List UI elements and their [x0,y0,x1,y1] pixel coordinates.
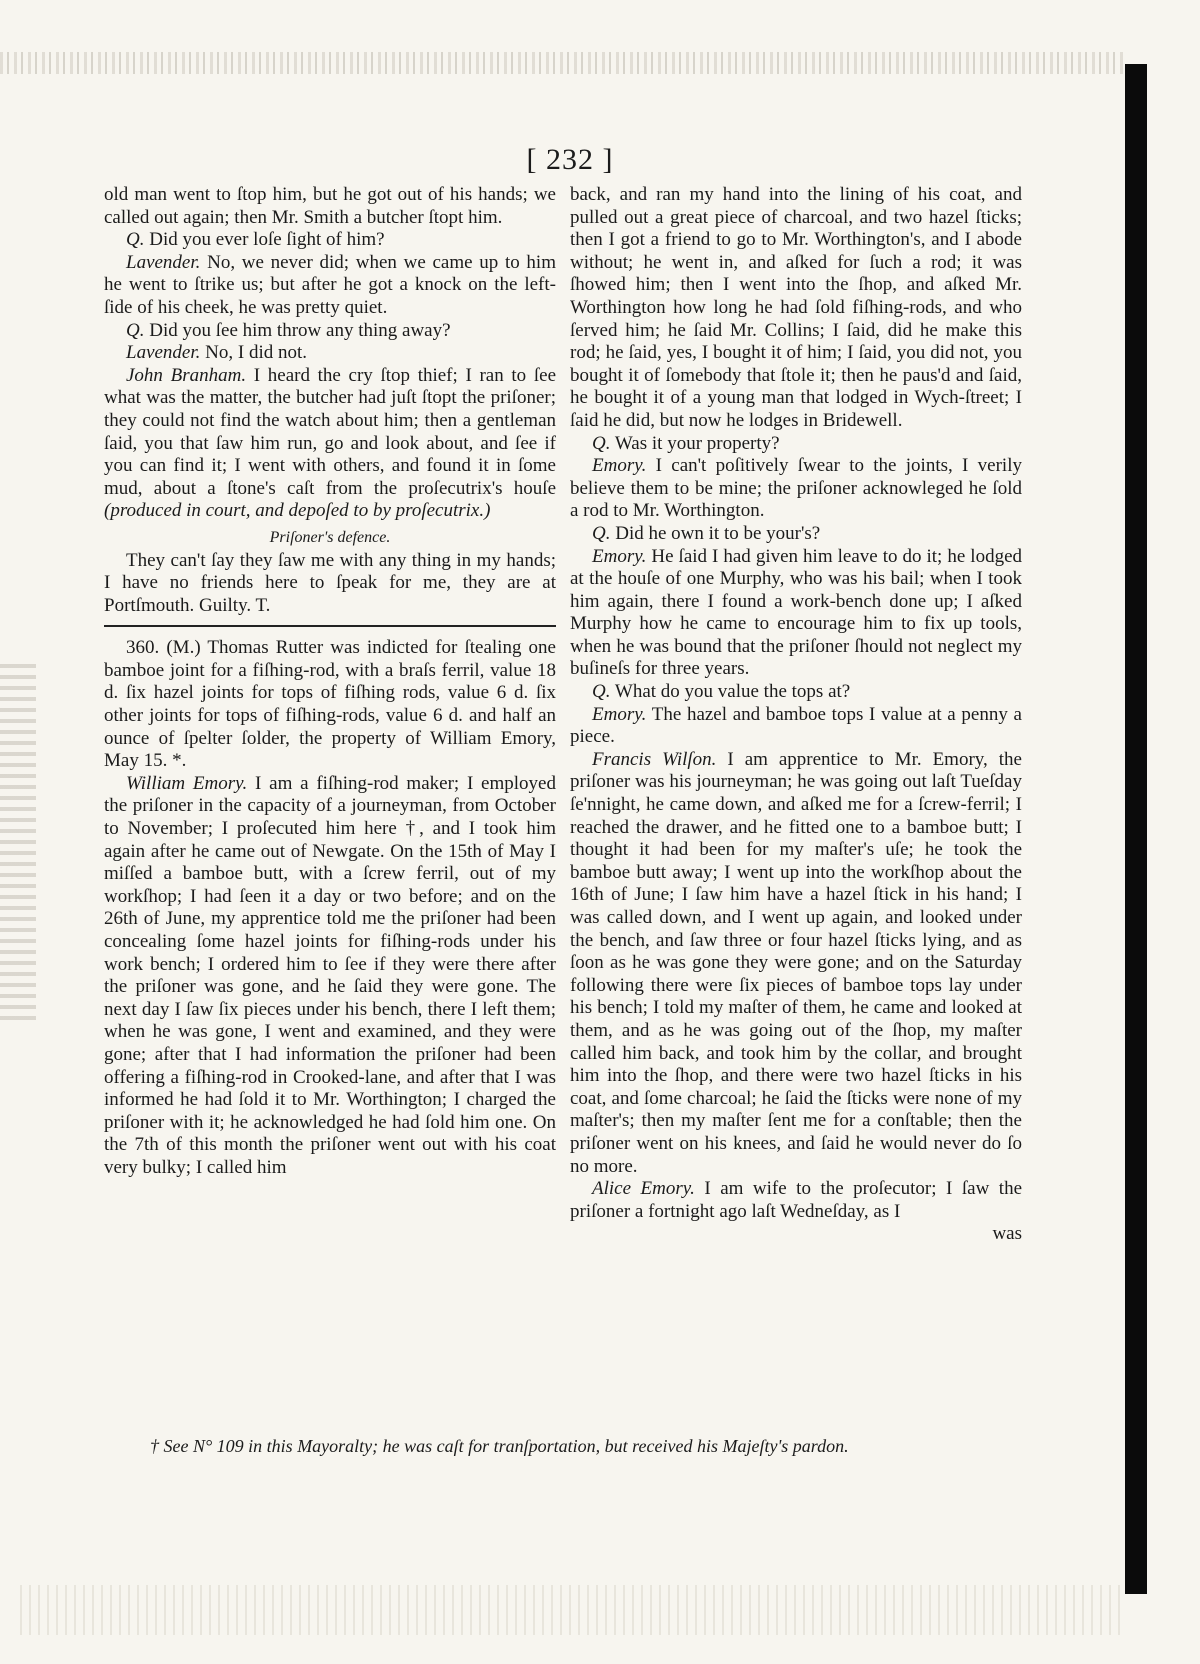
paragraph [104,365,556,523]
paragraph [104,550,556,618]
section-heading: Priſoner's defence. [269,528,391,546]
paragraph [570,455,1022,523]
paragraph-text: I am a fiſhing-rod maker; I employed the priſoner in the capacity of a journeyman, from October to November; I proſecuted him here †, and I took him again after he came out of Newgate. On the 15th of May I miſſed a bamboe butt, with a ſcrew ferril, out of my workſhop; I had ſeen it a day or two before; and on the 26th of June, my apprentice told me the priſoner had been concealing ſome hazel joints for fiſhing-rods under his work bench; I ordered him to ſee if they were there after the priſoner was gone, and he ſaid they were gone. The next day I ſaw ſix pieces under his bench, there I left them; when he was gone, I went and examined, and they were gone; after that I had information the priſoner had been offering a fiſhing-rod in Crooked-lane, and after that I was informed he had ſold it to Mr. Worthington; I charged the priſoner with it; he acknowledged he had ſold him one. On the 7th of this month the priſoner went out with his coat very bulky; I called him [104,772,556,1178]
paragraph-note: (produced in court, and depoſed to by proſecutrix.) [104,500,491,522]
paragraph [570,433,1022,456]
paragraph [104,342,556,365]
scan-noise-left [0,660,36,1020]
paragraph-text: He ſaid I had given him leave to do it; he lodged at the houſe of one Murphy, who was his bail; when I took him again, there I found a work-bench done up; I aſked Murphy how he came to encourage him to fix up tools, when he was bound that the priſoner ſhould not neglect my buſineſs for three years. [570,545,1022,680]
paragraph [104,184,556,229]
speaker-name: Q. [126,319,145,341]
paragraph [104,320,556,343]
speaker-name: Q. [592,522,611,544]
paragraph-text: back, and ran my hand into the lining of his coat, and pulled out a great piece of charcoal, and two hazel ſticks; then I got a friend to go to Mr. Worthington's, and I abode without; he went in, and aſked for ſuch a rod; it was ſhowed him; then I went into the ſhop, and aſked Mr. Worthington how long he had ſold fiſhing-rods, and who ſerved him; he ſaid Mr. Collins; I ſaid, did he make this rod; he ſaid, yes, I bought it of him; I ſaid, you did not, you bought it of ſomebody that ſtole it; then he paus'd and ſaid, he bought it of a young man that lodged in Wych-ſtreet; I ſaid he did, but now he lodges in Bridewell. [570,184,1022,431]
paragraph-text: The hazel and bamboe tops I value at a penny a piece. [570,703,1022,748]
paragraph-text: I can't poſitively ſwear to the joints, I verily believe them to be mine; the priſoner acknowleged he ſold a rod to Mr. Worthington. [570,455,1022,522]
paragraph-text: old man went to ſtop him, but he got out of his hands; we called out again; then Mr. Smith a butcher ſtopt him. [104,184,556,228]
paragraph-text: No, we never did; when we came up to him he went to ſtrike us; but after he got a knock on the left-ſide of his cheek, he was pretty quiet. [104,251,556,318]
speaker-name: William Emory. [126,772,248,794]
right-column [570,184,1022,1246]
paragraph-text: No, I did not. [200,342,308,364]
speaker-name: Francis Wilſon. [592,748,717,770]
paragraph [570,749,1022,1178]
speaker-name: Q. [592,432,611,454]
paragraph-text: I am wife to the proſecutor; I ſaw the priſoner a fortnight ago laſt Wedneſday, as I [570,1178,1022,1222]
speaker-name: Q. [592,681,611,703]
scan-noise-bottom [20,1585,1120,1635]
paragraph-text: They can't ſay they ſaw me with any thing in my hands; I have no friends here to ſpeak for me, they are at Portſmouth. Guilty. T. [104,549,556,616]
paragraph [570,704,1022,749]
paragraph-text: Was it your property? [610,432,780,454]
speaker-name: Emory. [592,455,647,477]
section-rule [104,625,556,627]
speaker-name: Emory. [592,545,647,567]
catchword: was [992,1223,1022,1245]
paragraph [104,637,556,773]
paragraph [104,773,556,1180]
paragraph-text: What do you value the tops at? [610,681,851,703]
paragraph [570,184,1022,433]
paragraph [570,681,1022,704]
paragraph [570,523,1022,546]
paragraph-text: I heard the cry ſtop thief; I ran to ſee what was the matter, the butcher had juſt ſtopt the priſoner; they could not find the watch about him; then a gentleman ſaid, you that ſaw him run, go and look about, and ſee if you can find it; I went with others, and found it in ſome mud, about a ſtone's caſt from the proſecutrix's houſe [104,364,556,499]
speaker-name: Lavender. [126,342,201,364]
paragraph [104,252,556,320]
paragraph-text: 360. (M.) Thomas Rutter was indicted for ſtealing one bamboe joint for a fiſhing-rod, with a braſs ferril, value 18 d. ſix hazel joints for tops of fiſhing rods, value 6 d. ſix other joints for tops of fiſhing-rods, value 6 d. and half an ounce of ſpelter ſolder, the property of William Emory, May 15. *. [104,637,556,772]
speaker-name: Q. [126,229,145,251]
scan-binding-edge [1125,64,1147,1594]
speaker-name: Lavender. [126,251,201,273]
page-number: [ 232 ] [526,143,614,176]
speaker-name: Alice Emory. [592,1178,695,1200]
footnote: † See N° 109 in this Mayoralty; he was caſt for tranſportation, but received his Majeſty's pardon. [150,1436,849,1456]
speaker-name: Emory. [592,703,647,725]
paragraph [570,546,1022,682]
paragraph-text: Did he own it to be your's? [610,522,821,544]
left-column [104,184,556,1180]
paragraph-text: I am apprentice to Mr. Emory, the priſoner was his journeyman; he was going out laſt Tueſday ſe'nnight, he came down, and aſked me for a ſcrew-ferril; I reached the drawer, and he fitted one to a bamboe butt; I thought it had been for my maſter's uſe; he took the bamboe butt away; I went up into the workſhop about the 16th of June; I ſaw him have a hazel ſtick in his hand; I was called down, and I went up again, and looked under the bench, and ſaw three or four hazel ſticks lying, and as ſoon as he was gone they were gone; and on the Saturday following there were ſix pieces of bamboe tops lay under his bench; I told my maſter of them, he came and looked at them, and as he was going out of the ſhop, my maſter called him back, and took him by the collar, and brought him into the ſhop, and there were two hazel ſticks in his coat, and ſome charcoal; he ſaid the ſticks were none of my maſter's; then my maſter ſent me for a conſtable; then the priſoner went on his knees, and ſaid he would never do ſo no more. [570,748,1022,1177]
scan-noise-top [0,52,1125,74]
paragraph-text: Did you ſee him throw any thing away? [144,319,451,341]
paragraph [104,229,556,252]
speaker-name: John Branham. [126,364,247,386]
paragraph-text: Did you ever loſe ſight of him? [144,229,385,251]
paragraph [570,1178,1022,1223]
